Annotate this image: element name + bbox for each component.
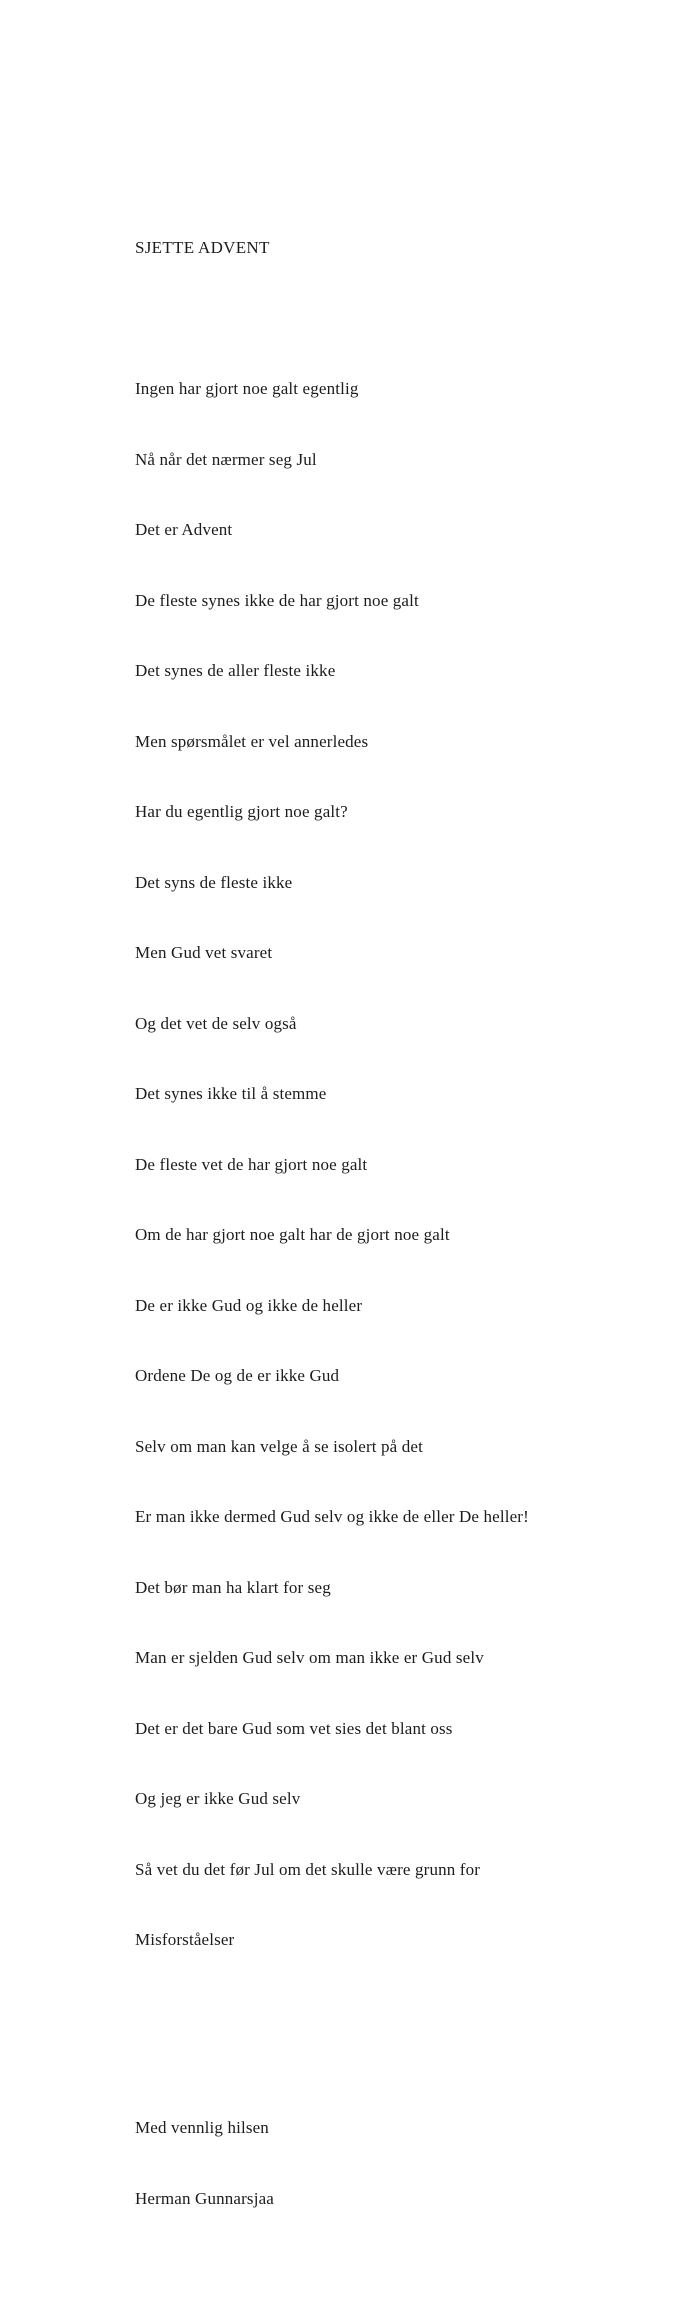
signoff-greeting: Med vennlig hilsen bbox=[135, 2118, 269, 2137]
poem-line: Man er sjelden Gud selv om man ikke er Gud selv bbox=[135, 1648, 484, 1667]
poem-line: Har du egentlig gjort noe galt? bbox=[135, 802, 348, 821]
poem-line: De fleste vet de har gjort noe galt bbox=[135, 1154, 368, 1174]
poem-line: De er ikke Gud og ikke de heller bbox=[135, 1295, 363, 1315]
poem-line: Selv om man kan velge å se isolert på det bbox=[135, 1436, 423, 1456]
poem-signoff bbox=[135, 2069, 655, 2257]
poem-line: Misforståelser bbox=[135, 1930, 235, 1949]
poem-line: Om de har gjort noe galt har de gjort noe galt bbox=[135, 1225, 450, 1244]
poem-line: Og det vet de selv også bbox=[135, 1013, 297, 1033]
poem bbox=[135, 189, 655, 2304]
poem-line: Ordene De og de er ikke Gud bbox=[135, 1366, 340, 1385]
poem-line: Men Gud vet svaret bbox=[135, 943, 273, 962]
poem-stanza bbox=[135, 330, 655, 1999]
poem-line: Det syns de fleste ikke bbox=[135, 872, 293, 892]
poem-line: Og jeg er ikke Gud selv bbox=[135, 1789, 301, 1808]
poem-line: Er man ikke dermed Gud selv og ikke de eller De heller! bbox=[135, 1507, 529, 1526]
poem-line: Det synes ikke til å stemme bbox=[135, 1084, 327, 1103]
poem-line: Det bør man ha klart for seg bbox=[135, 1577, 331, 1597]
poem-line: Det synes de aller fleste ikke bbox=[135, 661, 336, 680]
poem-line: Det er det bare Gud som vet sies det blant oss bbox=[135, 1718, 453, 1738]
poem-line: Ingen har gjort noe galt egentlig bbox=[135, 379, 359, 398]
poem-title: SJETTE ADVENT bbox=[135, 238, 270, 257]
poem-line: Så vet du det før Jul om det skulle være grunn for bbox=[135, 1859, 481, 1879]
poem-line: Det er Advent bbox=[135, 520, 233, 539]
signoff-author: Herman Gunnarsjaa bbox=[135, 2188, 274, 2208]
poem-line: De fleste synes ikke de har gjort noe galt bbox=[135, 590, 419, 610]
poem-line: Men spørsmålet er vel annerledes bbox=[135, 731, 369, 751]
poem-line: Nå når det nærmer seg Jul bbox=[135, 449, 317, 469]
